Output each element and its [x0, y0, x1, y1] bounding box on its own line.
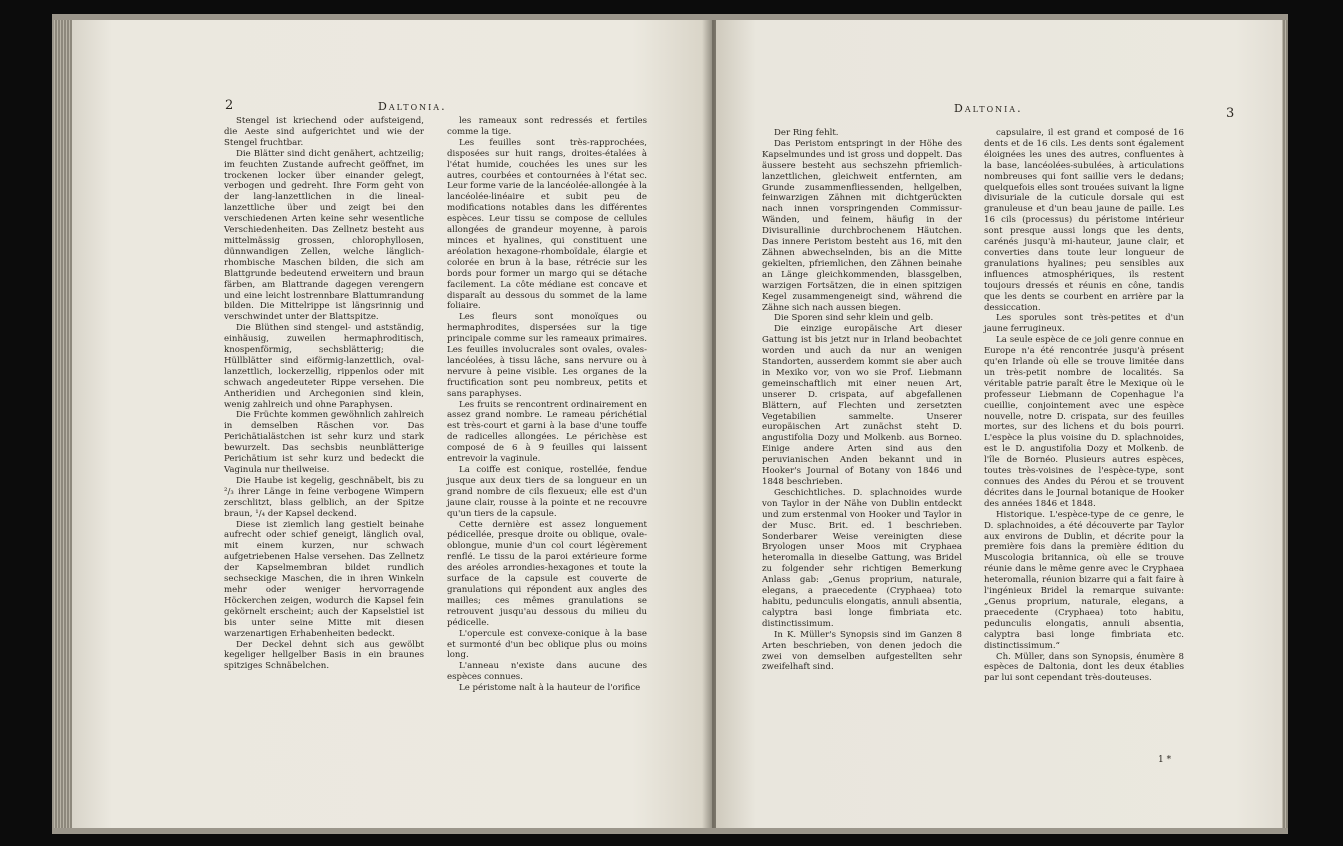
right-column-german	[762, 128, 962, 673]
paragraph: Die Blüthen sind stengel- und astständig, einhäusig, zuweilen hermaphroditisch, knospenförmig, sechsblätterig; die Hüllblätter sind eiförmig-lanzettlich, oval-lanzettlich, lockerzellig, rippenlos oder mit schwach angedeuteter Rippe versehen. Die Antheridien und Archegonien sind klein, wenig zahlreich und ohne Paraphysen.	[224, 323, 424, 410]
paragraph: Die Sporen sind sehr klein und gelb.	[774, 313, 934, 324]
paragraph: capsulaire, il est grand et composé de 16 dents et de 16 cils. Les dents sont également éloignées les unes des autres, confluentes à la base, lancéolées-subulées, à articulations nombreuses qui font saillie vers le dedans; quelquefois elles sont trouées suivant la ligne divisuriale de la cuticule dorsale qui est granuleuse et d'un beau jaune de paille. Les 16 cils (processus) du péristome intérieur sont presque aussi longs que les dents, carénés jusqu'à mi-hauteur, jaune clair, et converties dans toute leur longueur de granulations hyalines; peu sensibles aux influences atmosphériques, ils restent toujours dressés et réunis en cône, tandis que les dents se courbent en arrière par la dessiccation.	[984, 128, 1184, 313]
running-head-right: Daltonia.	[954, 102, 1023, 115]
paragraph: Les sporules sont très-petites et d'un jaune ferrugineux.	[984, 313, 1184, 335]
running-head-left: Daltonia.	[378, 100, 447, 113]
paragraph: La seule espèce de ce joli genre connue en Europe n'a été rencontrée jusqu'à présent qu'en Irlande où elle se trouve limitée dans un très-petit nombre de localités. Sa véritable patrie paraît être le Mexique où le professeur Liebmann de Copenhague l'a cueillie, conjointement avec une espèce nouvelle, notre D. crispata, sur des feuilles mortes, sur des lichens et du bois pourri. L'espèce la plus voisine du D. splachnoides, est le D. angustifolia Dozy et Molkenb. de l'île de Bornéo. Plusieurs autres espèces, toutes très-voisines de l'espèce-type, sont connues des Andes du Pérou et se trouvent décrites dans le Journal botanique de Hooker des années 1846 et 1848.	[984, 335, 1184, 509]
paragraph: Ch. Müller, dans son Synopsis, énumère 8 espèces de Daltonia, dont les deux établies par lui sont cependant très-douteuses.	[984, 651, 1184, 684]
paragraph: Die Blätter sind dicht genähert, achtzeilig; im feuchten Zustande aufrecht geöffnet, im trockenen locker über einander gelegt, verbogen und gedreht. Ihre Form geht von der lang-lanzettlichen in die lineal-lanzettliche über und zeigt bei den verschiedenen Arten keine sehr wesentliche Verschiedenheiten. Das Zellnetz besteht aus mittelmässig grossen, chlorophyllosen, dünnwandigen Zellen, welche länglich-rhombische Maschen bilden, die sich am Blattgrunde bedeutend erweitern und braun färben, am Blattrande dagegen verengern und eine leicht lostrennbare Blattumrandung bilden. Die Mittelrippe ist längsrinnig und verschwindet unter der Blattspitze.	[224, 148, 424, 323]
paragraph: Geschichtliches. D. splachnoides wurde von Taylor in der Nähe von Dublin entdeckt und zum erstenmal von Hooker und Taylor in der Musc. Brit. ed. 1 beschrieben. Sonderbarer Weise vereinigten diese Bryologen unser Moos mit Cryphaea heteromalla in dieselbe Gattung, was Bridel zu folgender sehr richtigen Bemerkung Anlass gab: „Genus proprium, naturale, elegans, a praecedente (Cryphaea) toto habitu, pedunculis elongatis, annuli absentia, calyptra basi longe fimbriata etc. distinctissimum.	[762, 487, 962, 629]
right-page-edges	[1282, 20, 1288, 828]
paragraph: Das Peristom entspringt in der Höhe des Kapselmundes und ist gross und doppelt. Das äussere besteht aus sechszehn pfriemlich-lanzettlichen, gleichweit entfernten, am Grunde zusammenfliessenden, hellgelben, feinwarzigen Zähnen mit dichtgerückten nach innen vorspringenden Commissur-Wänden, und feinem, häufig in der Divisurallinie durchbrochenem Häutchen. Das innere Peristom besteht aus 16, mit den Zähnen abwechselnden, bis an die Mitte gekielten, pfriemlichen, den Zähnen beinahe an Länge gleichkommenden, blassgelben, warzigen Fortsätzen, die in einen spitzigen Kegel zusammengeneigt sind, während die Zähne sich nach aussen biegen.	[762, 138, 962, 313]
paragraph: Le péristome naît à la hauteur de l'orifice	[459, 683, 641, 694]
paragraph: L'anneau n'existe dans aucune des espèces connues.	[447, 661, 647, 683]
paragraph: les rameaux sont redressés et fertiles comme la tige.	[447, 116, 647, 137]
paragraph: Die einzige europäische Art dieser Gattung ist bis jetzt nur in Irland beobachtet worden und auch da nur an wenigen Standorten, ausserdem kommt sie aber auch in Mexiko vor, von wo sie Prof. Liebmann gemeinschaftlich mit einer neuen Art, unserer D. crispata, auf abgefallenen Blättern, auf Flechten und zersetzten Vegetabilien sammelte. Unserer europäischen Art zunächst steht D. angustifolia Dozy und Molkenb. aus Borneo. Einige andere Arten sind aus den peruvianischen Anden bekannt und in Hooker's Journal of Botany von 1846 und 1848 beschrieben.	[762, 324, 962, 487]
right-column-french	[984, 128, 1184, 684]
paragraph: La coiffe est conique, rostellée, fendue jusque aux deux tiers de sa longueur en un grand nombre de cils flexueux; elle est d'un jaune clair, rousse à la pointe et ne recouvre qu'un tiers de la capsule.	[447, 465, 647, 519]
left-page	[72, 20, 712, 828]
paragraph: In K. Müller's Synopsis sind im Ganzen 8 Arten beschrieben, von denen jedoch die zwei von demselben aufgestellten sehr zweifelhaft sind.	[762, 629, 962, 673]
paragraph: Der Deckel dehnt sich aus gewölbt kegeliger hellgelber Basis in ein braunes spitziges Schnäbelchen.	[224, 639, 424, 672]
right-page	[716, 20, 1282, 828]
open-book	[52, 14, 1288, 834]
left-page-edges	[54, 20, 72, 828]
paragraph: Les feuilles sont très-rapprochées, disposées sur huit rangs, droites-étalées à l'état humide, couchées les unes sur les autres, courbées et contournées à l'état sec. Leur forme varie de la lancéolée-allongée à la lancéolée-linéaire et subit peu de modifications notables dans les différentes espèces. Leur tissu se compose de cellules allongées de grandeur moyenne, à parois minces et hyalines, qui constituent une aréolation hexagone-rhomboïdale, élargie et colorée en brun à la base, rétrécie sur les bords pour former un margo qui se détache facilement. La côte médiane est concave et disparaît au dessous du sommet de la lame foliaire.	[447, 137, 647, 312]
paragraph: Der Ring fehlt.	[774, 128, 839, 138]
page-number-right: 3	[1226, 106, 1235, 121]
paragraph: Stengel ist kriechend oder aufsteigend, die Aeste sind aufgerichtet und wie der Stengel fruchtbar.	[224, 116, 424, 148]
signature-mark: 1 *	[1158, 755, 1172, 765]
page-number-left: 2	[225, 98, 234, 113]
paragraph: L'opercule est convexe-conique à la base et surmonté d'un bec oblique plus ou moins long.	[447, 628, 647, 661]
left-column-german	[224, 116, 424, 672]
paragraph: Die Früchte kommen gewöhnlich zahlreich in demselben Räschen vor. Das Perichätialästchen ist sehr kurz und stark bewurzelt. Das sechsbis neunblätterige Perichätium ist sehr kurz und bedeckt die Vaginula nur theilweise.	[224, 410, 424, 475]
paragraph: Les fleurs sont monoïques ou hermaphrodites, dispersées sur la tige principale comme sur les rameaux primaires. Les feuilles involucrales sont ovales, ovales-lancéolées, à tissu lâche, sans nervure ou à nervure à peine visible. Les organes de la fructification sont peu nombreux, petits et sans paraphyses.	[447, 312, 647, 399]
paragraph: Historique. L'espèce-type de ce genre, le D. splachnoides, a été découverte par Taylor aux environs de Dublin, et décrite pour la première fois dans la première édition du Muscologia britannica, où elle se trouve réunie dans le même genre avec le Cryphaea heteromalla, réunion bizarre qui a fait faire à l'ingénieux Bridel la remarque suivante: „Genus proprium, naturale, elegans, a praecedente (Cryphaea) toto habitu, pedunculis elongatis, annuli absentia, calyptra basi longe fimbriata etc. distinctissimum.“	[984, 509, 1184, 651]
paragraph: Cette dernière est assez longuement pédicellée, presque droite ou oblique, ovale-oblongue, munie d'un col court légèrement renflé. Le tissu de la paroi extérieure forme des aréoles arrondies-hexagones et toute la surface de la capsule est couverte de granulations qui répondent aux angles des mailles; ces mêmes granulations se retrouvent jusqu'au dessous du milieu du pédicelle.	[447, 519, 647, 628]
paragraph: Diese ist ziemlich lang gestielt beinahe aufrecht oder schief geneigt, länglich oval, mit einem kurzen, nur schwach aufgetriebenen Halse versehen. Das Zellnetz der Kapselmembran bildet rundlich sechseckige Maschen, die in ihren Winkeln mehr oder weniger hervorragende Höckerchen zeigen, wodurch die Kapsel fein gekörnelt erscheint; auch der Kapselstiel ist bis unter seine Mitte mit diesen warzenartigen Erhabenheiten bedeckt.	[224, 519, 424, 639]
paragraph: Die Haube ist kegelig, geschnäbelt, bis zu ²/₃ ihrer Länge in feine verbogene Wimpern zerschlitzt, blass gelblich, an der Spitze braun, ¹/₄ der Kapsel deckend.	[224, 475, 424, 519]
left-column-french	[447, 116, 647, 694]
paragraph: Les fruits se rencontrent ordinairement en assez grand nombre. Le rameau périchétial est très-court et garni à la base d'une touffe de radicelles allongées. Le périchèse est composé de 6 à 9 feuilles qui laissent entrevoir la vaginule.	[447, 399, 647, 465]
